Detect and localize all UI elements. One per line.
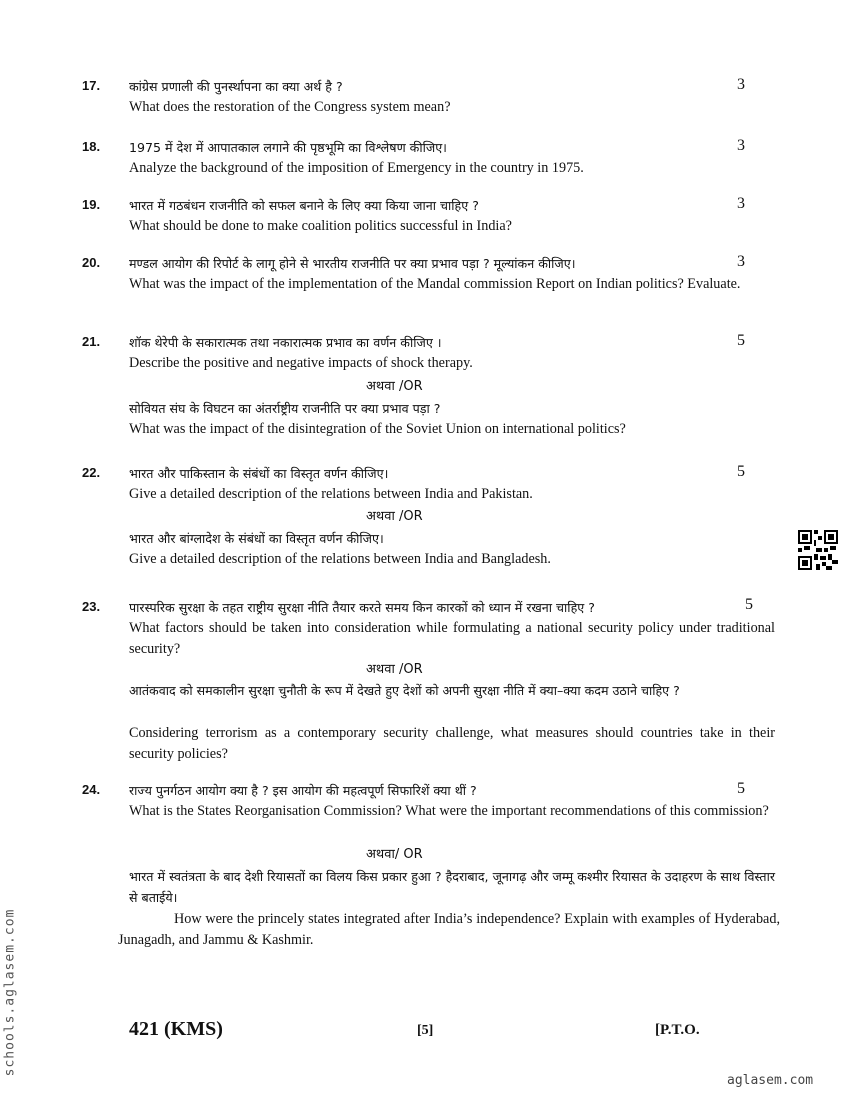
question-hindi: भारत और पाकिस्तान के संबंधों का विस्तृत वर्णन कीजिए। [129, 466, 389, 481]
question-english: Analyze the background of the imposition of Emergency in the country in 1975. [129, 160, 584, 176]
alternative-english: How were the princely states integrated after India’s independence? Explain with examples of Hyderabad, Junagadh, and Jammu & Kashmir. [118, 911, 780, 948]
question-hindi: भारत में गठबंधन राजनीति को सफल बनाने के लिए क्या किया जाना चाहिए ? [129, 198, 479, 213]
alternative-hindi: सोवियत संघ के विघटन का अंतर्राष्ट्रीय राजनीति पर क्या प्रभाव पड़ा ? [129, 401, 441, 416]
or-separator: अथवा/ OR [366, 847, 423, 862]
question-number: 22. [82, 465, 101, 480]
question-number: 21. [82, 334, 101, 349]
or-separator: अथवा /OR [366, 379, 423, 394]
question-number: 23. [82, 599, 101, 614]
alternative-english: Considering terrorism as a contemporary security challenge, what measures should countries take in their security policies? [129, 725, 775, 762]
question-english: What is the States Reorganisation Commission? What were the important recommendations of this commission? [129, 803, 769, 819]
question-english: What was the impact of the implementation of the Mandal commission Report on Indian politics? Evaluate. [129, 276, 741, 292]
question-english: Give a detailed description of the relations between India and Pakistan. [129, 486, 533, 502]
question-hindi: मण्डल आयोग की रिपोर्ट के लागू होने से भारतीय राजनीति पर क्या प्रभाव पड़ा ? मूल्यांकन कीजिए। [129, 256, 576, 271]
marks: 5 [737, 332, 745, 349]
bottom-watermark: aglasem.com [727, 1073, 814, 1088]
question-hindi: कांग्रेस प्रणाली की पुनर्स्थापना का क्या अर्थ है ? [129, 79, 343, 94]
marks: 5 [737, 780, 745, 797]
alternative-hindi: भारत में स्वतंत्रता के बाद देशी रियासतों का विलय किस प्रकार हुआ ? हैदराबाद, जूनागढ़ और जम्मू कश्मीर रियासत के उदाहरण के साथ विस्तार से बताईये। [129, 869, 775, 905]
page-number: [5] [417, 1023, 434, 1038]
question-hindi: 1975 में देश में आपातकाल लगाने की पृष्ठभूमि का विश्लेषण कीजिए। [129, 140, 447, 155]
marks: 5 [737, 463, 745, 480]
marks: 5 [745, 596, 753, 613]
question-english: What should be done to make coalition politics successful in India? [129, 218, 512, 234]
question-number: 24. [82, 782, 101, 797]
question-hindi: राज्य पुनर्गठन आयोग क्या है ? इस आयोग की महत्वपूर्ण सिफारिशें क्या थीं ? [129, 783, 477, 798]
or-separator: अथवा /OR [366, 662, 423, 677]
marks: 3 [737, 137, 745, 154]
paper-code: 421 (KMS) [129, 1018, 223, 1040]
question-number: 20. [82, 255, 101, 270]
alternative-hindi: आतंकवाद को समकालीन सुरक्षा चुनौती के रूप में देखते हुए देशों को अपनी सुरक्षा नीति में क्या–क्या कदम उठाने चाहिए ? [129, 683, 680, 698]
question-hindi: शॉक थेरेपी के सकारात्मक तथा नकारात्मक प्रभाव का वर्णन कीजिए । [129, 335, 442, 350]
alternative-hindi: भारत और बांग्लादेश के संबंधों का विस्तृत वर्णन कीजिए। [129, 531, 384, 546]
side-watermark: schools.aglasem.com [2, 908, 18, 1077]
pto-label: [P.T.O. [655, 1022, 700, 1038]
alternative-english: What was the impact of the disintegration of the Soviet Union on international politics? [129, 421, 626, 437]
marks: 3 [737, 253, 745, 270]
or-separator: अथवा /OR [366, 509, 423, 524]
question-english: What does the restoration of the Congress system mean? [129, 99, 451, 115]
question-english: What factors should be taken into consideration while formulating a national security policy under traditional security? [129, 620, 775, 657]
question-hindi: पारस्परिक सुरक्षा के तहत राष्ट्रीय सुरक्षा नीति तैयार करते समय किन कारकों को ध्यान में रखना चाहिए ? [129, 600, 595, 615]
question-english: Describe the positive and negative impacts of shock therapy. [129, 355, 473, 371]
alternative-english: Give a detailed description of the relations between India and Bangladesh. [129, 551, 551, 567]
marks: 3 [737, 195, 745, 212]
question-number: 18. [82, 139, 101, 154]
question-number: 19. [82, 197, 101, 212]
marks: 3 [737, 76, 745, 93]
question-number: 17. [82, 78, 101, 93]
qr-code-icon [798, 530, 838, 570]
